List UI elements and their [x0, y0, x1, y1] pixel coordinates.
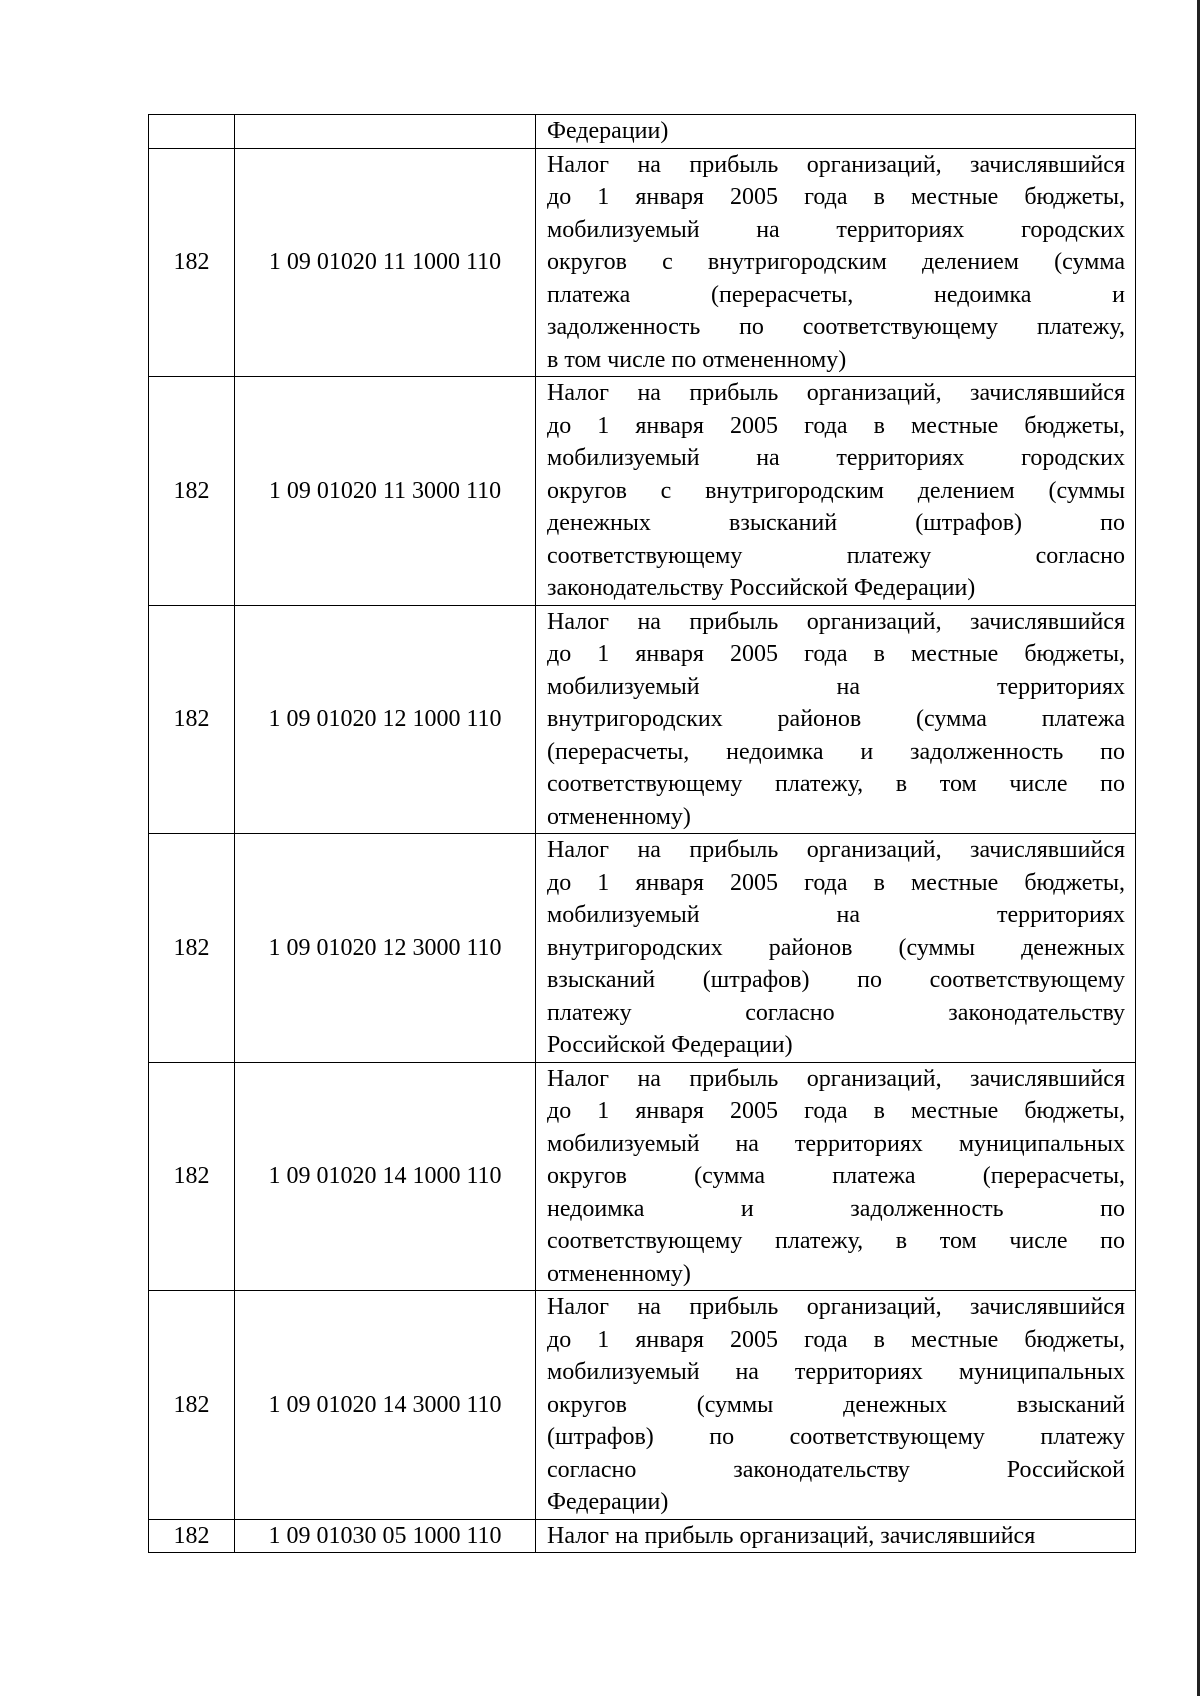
description-cell [536, 834, 1136, 1063]
description-line: Налог на прибыль организаций, зачислявшийся [547, 1294, 1125, 1320]
description-line: соответствующему платежу, в том числе по [547, 1228, 1125, 1254]
description-line: Налог на прибыль организаций, зачислявшийся [547, 1522, 1036, 1549]
description-line: внутригородских районов (суммы денежных [547, 934, 1125, 961]
table-row [149, 605, 1136, 834]
kbk-code-cell: 1 09 01020 11 1000 110 [235, 148, 536, 377]
description-line: Налог на прибыль организаций, зачислявшийся [547, 837, 1125, 863]
description-line: соответствующему платежу, в том числе по [547, 771, 1125, 797]
description-line: округов с внутригородским делением (суммы [547, 477, 1125, 504]
kbk-code-cell: 1 09 01030 05 1000 110 [235, 1519, 536, 1553]
description-line: недоимка и задолженность по [547, 1195, 1125, 1222]
description-line: взысканий (штрафов) по соответствующему [547, 967, 1125, 993]
table-row [149, 1291, 1136, 1520]
description-line: до 1 января 2005 года в местные бюджеты, [547, 412, 1125, 439]
admin-code-cell [149, 115, 235, 149]
description-line: мобилизуемый на территориях [547, 673, 1125, 700]
description-line: денежных взысканий (штрафов) по [547, 510, 1125, 536]
description-cell [536, 148, 1136, 377]
budget-codes-table [148, 114, 1136, 1553]
admin-code-cell: 182 [149, 1062, 235, 1291]
description-line: Налог на прибыль организаций, зачислявшийся [547, 608, 1125, 635]
table-body [149, 115, 1136, 1553]
description-line: Федерации) [547, 118, 669, 144]
description-line: задолженность по соответствующему платежу, [547, 314, 1125, 340]
description-cell [536, 1062, 1136, 1291]
description-line: округов (суммы денежных взысканий [547, 1391, 1125, 1418]
description-line: мобилизуемый на территориях муниципальных [547, 1130, 1125, 1157]
description-line: округов с внутригородским делением (сумма [547, 249, 1125, 275]
description-cell [536, 605, 1136, 834]
kbk-code-cell: 1 09 01020 14 3000 110 [235, 1291, 536, 1520]
description-cell [536, 1519, 1136, 1553]
description-line: платежа (перерасчеты, недоимка и [547, 281, 1125, 308]
description-line: мобилизуемый на территориях городских [547, 216, 1125, 243]
description-cell [536, 377, 1136, 606]
description-line: до 1 января 2005 года в местные бюджеты, [547, 1098, 1125, 1124]
description-line: до 1 января 2005 года в местные бюджеты, [547, 1326, 1125, 1353]
description-line: отмененному) [547, 1260, 691, 1287]
admin-code-cell: 182 [149, 1291, 235, 1520]
description-line: Налог на прибыль организаций, зачислявшийся [547, 1065, 1125, 1092]
description-line: внутригородских районов (сумма платежа [547, 706, 1125, 732]
description-line: до 1 января 2005 года в местные бюджеты, [547, 184, 1125, 210]
admin-code-cell: 182 [149, 148, 235, 377]
description-line: (перерасчеты, недоимка и задолженность по [547, 738, 1125, 765]
description-line: Российской Федерации) [547, 1032, 793, 1058]
admin-code-cell: 182 [149, 834, 235, 1063]
admin-code-cell: 182 [149, 605, 235, 834]
kbk-code-cell [235, 115, 536, 149]
table-row [149, 115, 1136, 149]
description-cell [536, 115, 1136, 149]
kbk-code-cell: 1 09 01020 12 1000 110 [235, 605, 536, 834]
description-line: до 1 января 2005 года в местные бюджеты, [547, 641, 1125, 667]
description-line: до 1 января 2005 года в местные бюджеты, [547, 869, 1125, 896]
admin-code-cell: 182 [149, 377, 235, 606]
kbk-code-cell: 1 09 01020 12 3000 110 [235, 834, 536, 1063]
kbk-code-cell: 1 09 01020 14 1000 110 [235, 1062, 536, 1291]
table-row [149, 834, 1136, 1063]
admin-code-cell: 182 [149, 1519, 235, 1553]
kbk-code-cell: 1 09 01020 11 3000 110 [235, 377, 536, 606]
description-line: соответствующему платежу согласно [547, 542, 1125, 569]
description-line: Федерации) [547, 1489, 669, 1515]
description-line: округов (сумма платежа (перерасчеты, [547, 1163, 1125, 1189]
description-line: согласно законодательству Российской [547, 1456, 1125, 1483]
description-cell [536, 1291, 1136, 1520]
description-line: Налог на прибыль организаций, зачислявшийся [547, 380, 1125, 406]
description-line: мобилизуемый на территориях муниципальных [547, 1359, 1125, 1385]
description-line: мобилизуемый на территориях городских [547, 445, 1125, 471]
description-line: (штрафов) по соответствующему платежу [547, 1424, 1125, 1450]
table-row [149, 148, 1136, 377]
table-row [149, 1062, 1136, 1291]
table-row [149, 1519, 1136, 1553]
description-line: в том числе по отмененному) [547, 346, 847, 373]
description-line: мобилизуемый на территориях [547, 902, 1125, 928]
description-line: отмененному) [547, 803, 691, 830]
table-row [149, 377, 1136, 606]
description-line: платежу согласно законодательству [547, 999, 1125, 1026]
description-line: Налог на прибыль организаций, зачислявшийся [547, 151, 1125, 178]
description-line: законодательству Российской Федерации) [547, 575, 976, 601]
